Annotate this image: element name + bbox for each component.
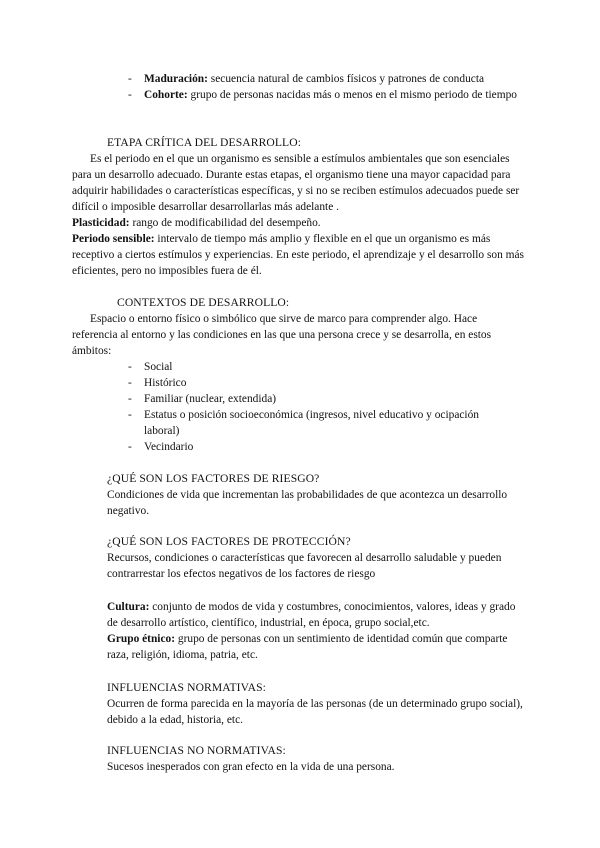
- cultura-paragraph: [107, 599, 525, 631]
- section-cultura: [107, 599, 525, 663]
- term-cultura: Cultura:: [107, 601, 150, 613]
- term-periodo-sensible: Periodo sensible:: [72, 233, 155, 245]
- grupo-etnico-paragraph: [107, 631, 525, 663]
- section-influencias-no-normativas: [107, 743, 525, 775]
- contextos-list: [128, 359, 508, 455]
- section-contextos: [72, 311, 524, 359]
- term-cohorte: Cohorte:: [144, 89, 188, 101]
- definition-cohorte: grupo de personas nacidas más o menos en el mismo periodo de tiempo: [187, 89, 517, 101]
- definition-plasticidad: rango de modificabilidad del desempeño.: [129, 217, 321, 229]
- heading-proteccion: ¿QUÉ SON LOS FACTORES DE PROTECCIÓN?: [107, 535, 351, 548]
- definition-maduracion: secuencia natural de cambios físicos y patrones de conducta: [207, 73, 485, 85]
- paragraph-influencias-no-normativas: Sucesos inesperados con gran efecto en la vida de una persona.: [107, 761, 395, 773]
- list-item: - Estatus o posición socioeconómica (ingresos, nivel educativo y ocipación laboral): [128, 407, 508, 439]
- definition-periodo-sensible: intervalo de tiempo más amplio y flexible en el que un organismo es más receptivo a ciertos estímulos y experiencias. En este periodo, el aprendizaje y el desarrollo son más eficientes, pero no imposibles fuera de él.: [72, 233, 524, 277]
- definition-cultura: conjunto de modos de vida y costumbres, conocimientos, valores, ideas y grado de desarrollo artístico, científico, industrial, en época, grupo social,etc.: [107, 601, 516, 629]
- paragraph-influencias-normativas: Ocurren de forma parecida en la mayoría de las personas (de un determinado grupo social), debido a la edad, historia, etc.: [107, 698, 523, 726]
- periodo-sensible-paragraph: [72, 231, 524, 279]
- section-influencias-normativas: [107, 680, 525, 728]
- list-item: - Social: [128, 359, 508, 375]
- paragraph-etapa-critica: Es el periodo en el que un organismo es sensible a estímulos ambientales que son esenciales para un desarrollo adecuado. Durante estas etapas, el organismo tiene una mayor capacidad para adquirir habilidades o características específicas, y si no se reciben estímulos adecuados puede ser difícil o imposible desarrollar desarrollarlas más adelante .: [72, 153, 520, 213]
- term-plasticidad: Plasticidad:: [72, 217, 130, 229]
- definition-grupo-etnico: grupo de personas con un sentimiento de identidad común que comparte raza, religión, idioma, patria, etc.: [107, 633, 508, 661]
- list-item: [128, 87, 520, 103]
- heading-influencias-normativas: INFLUENCIAS NORMATIVAS:: [107, 681, 266, 694]
- heading-etapa-critica: ETAPA CRÍTICA DEL DESARROLLO:: [107, 136, 302, 149]
- heading-contextos: CONTEXTOS DE DESARROLLO:: [117, 296, 290, 309]
- paragraph-proteccion: Recursos, condiciones o características que favorecen al desarrollo saludable y pueden contrarrestar los efectos negativos de los factores de riesgo: [107, 552, 502, 580]
- term-grupo-etnico: Grupo étnico:: [107, 633, 176, 645]
- heading-influencias-no-normativas: INFLUENCIAS NO NORMATIVAS:: [107, 744, 286, 757]
- definition-list-top: [128, 71, 520, 103]
- heading-riesgo: ¿QUÉ SON LOS FACTORES DE RIESGO?: [107, 472, 320, 485]
- paragraph-riesgo: Condiciones de vida que incrementan las probabilidades de que acontezca un desarrollo negativo.: [107, 489, 508, 517]
- list-item: - Histórico: [128, 375, 508, 391]
- section-etapa-critica: [72, 151, 524, 279]
- term-maduracion: Maduración:: [144, 73, 208, 85]
- section-proteccion: [107, 534, 532, 582]
- list-item: [128, 71, 520, 87]
- list-item: - Vecindario: [128, 439, 508, 455]
- list-item: - Familiar (nuclear, extendida): [128, 391, 508, 407]
- plasticidad-line: [72, 215, 524, 231]
- section-riesgo: [107, 471, 525, 519]
- paragraph-contextos: Espacio o entorno físico o simbólico que sirve de marco para comprender algo. Hace referencia al entorno y las condiciones en las que una persona crece y se desarrolla, en estos ámbitos:: [72, 313, 492, 357]
